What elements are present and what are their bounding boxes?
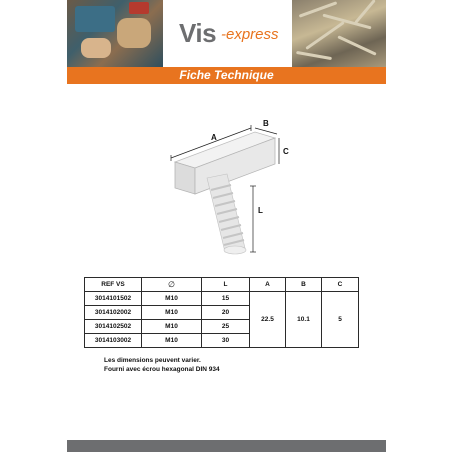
label-a: A <box>211 133 217 142</box>
label-b: B <box>263 119 269 128</box>
logo-main: Vis <box>179 18 217 48</box>
cell-l: 20 <box>202 306 250 320</box>
cell-ref: 3014102002 <box>85 306 142 320</box>
cell-c: 5 <box>322 292 359 348</box>
cell-diameter: M10 <box>142 320 202 334</box>
cell-diameter: M10 <box>142 306 202 320</box>
title-band <box>67 67 386 84</box>
header-a: A <box>250 278 286 292</box>
header <box>67 0 386 67</box>
note-supplied: Fourni avec écrou hexagonal DIN 934 <box>104 366 220 373</box>
cell-l: 15 <box>202 292 250 306</box>
cell-ref: 3014101502 <box>85 292 142 306</box>
header-ref: REF VS <box>85 278 142 292</box>
page-title: Fiche Technique <box>179 68 274 82</box>
cell-ref: 3014102502 <box>85 320 142 334</box>
note-dimensions: Les dimensions peuvent varier. <box>104 357 201 364</box>
logo <box>179 18 289 50</box>
header-diameter: ∅ <box>142 278 202 292</box>
spec-sheet <box>67 0 386 452</box>
cell-diameter: M10 <box>142 334 202 348</box>
label-l: L <box>258 206 263 215</box>
spec-table <box>84 277 359 348</box>
logo-accent: -express <box>221 26 279 43</box>
cell-a: 22.5 <box>250 292 286 348</box>
header-l: L <box>202 278 250 292</box>
t-bolt-drawing <box>167 118 367 268</box>
cell-diameter: M10 <box>142 292 202 306</box>
cell-l: 30 <box>202 334 250 348</box>
table-header-row <box>85 278 359 292</box>
dimension-l <box>250 186 263 252</box>
header-b: B <box>286 278 322 292</box>
cell-l: 25 <box>202 320 250 334</box>
dimension-b <box>255 119 277 134</box>
tools-photo <box>67 0 163 67</box>
header-c: C <box>322 278 359 292</box>
table-row <box>85 292 359 306</box>
cell-ref: 3014103002 <box>85 334 142 348</box>
label-c: C <box>283 147 289 156</box>
screws-photo <box>292 0 386 67</box>
cell-b: 10.1 <box>286 292 322 348</box>
dimension-c <box>279 138 289 164</box>
bolt-shank <box>207 174 246 254</box>
footer-bar <box>67 440 386 452</box>
